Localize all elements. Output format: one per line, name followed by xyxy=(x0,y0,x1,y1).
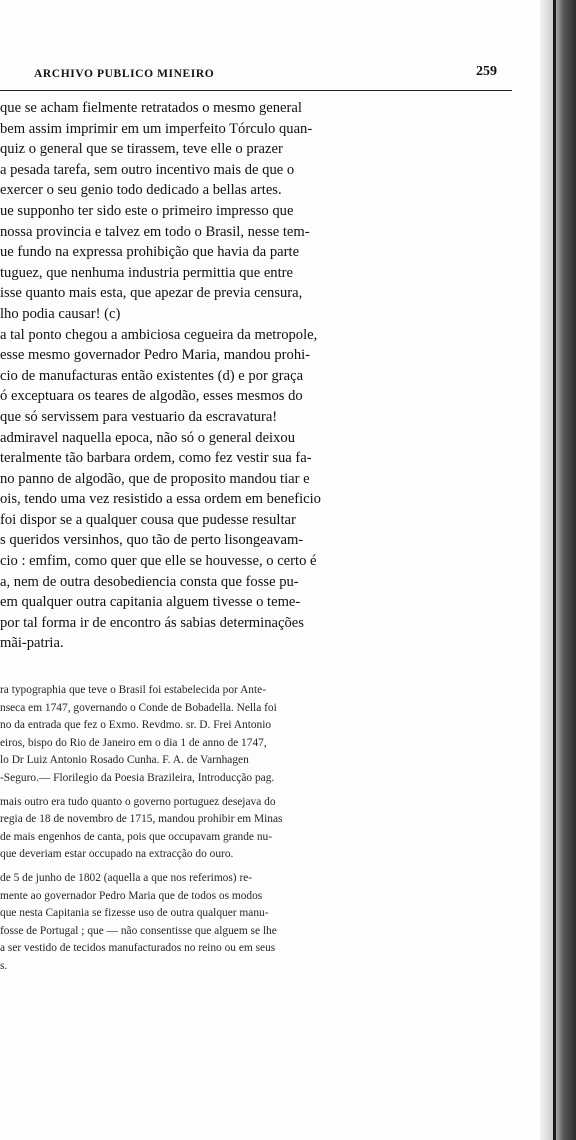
body-line: que só servissem para vestuario da escravatura! xyxy=(0,408,278,425)
body-line: a tal ponto chegou a ambiciosa cegueira da metropole, xyxy=(0,326,318,343)
body-line: teralmente tão barbara ordem, como fez vestir sua fa- xyxy=(0,450,312,467)
body-line: a pesada tarefa, sem outro incentivo mais de que o xyxy=(0,161,295,178)
body-line: nossa provincia e talvez em todo o Brasil, nesse tem- xyxy=(0,223,310,240)
body-line: bem assim imprimir em um imperfeito Tórculo quan- xyxy=(0,120,313,137)
body-line: por tal forma ir de encontro ás sabias determinações xyxy=(0,614,304,631)
body-line: que se acham fielmente retratados o mesmo general xyxy=(0,100,302,116)
binding-edge xyxy=(540,0,576,1140)
body-line: em qualquer outra capitania alguem tivesse o teme- xyxy=(0,594,301,611)
footnote-line: s. xyxy=(0,959,8,972)
footnote-line: mais outro era tudo quanto o governo portuguez desejava do xyxy=(0,795,276,808)
body-line: esse mesmo governador Pedro Maria, mandou prohi- xyxy=(0,347,311,364)
footnote xyxy=(0,794,530,864)
body-line: quiz o general que se tirassem, teve elle o prazer xyxy=(0,141,283,158)
body-line: cio de manufacturas então existentes (d) e por graça xyxy=(0,367,304,384)
body-line: ois, tendo uma vez resistido a essa ordem em beneficio xyxy=(0,491,321,508)
footnote-line: no da entrada que fez o Exmo. Revdmo. sr. D. Frei Antonio xyxy=(0,719,272,732)
footnote-line: -Seguro.— Florilegio da Poesia Brazileira, Introducção pag. xyxy=(0,771,275,784)
footnote-line: de mais engenhos de canta, pois que occupavam grande nu- xyxy=(0,830,273,843)
footnote-line: que deveriam estar occupado na extracção do ouro. xyxy=(0,848,234,861)
body-line: no panno de algodão, que de proposito mandou tiar e xyxy=(0,470,310,487)
body-line: mãi-patria. xyxy=(0,635,64,652)
body-line: cio : emfim, como quer que elle se houvesse, o certo é xyxy=(0,553,317,570)
footnote-line: eiros, bispo do Rio de Janeiro em o dia 1 de anno de 1747, xyxy=(0,736,267,749)
body-line: ó exceptuara os teares de algodão, esses mesmos do xyxy=(0,388,303,405)
page-number: 259 xyxy=(476,64,497,79)
body-line: lho podia causar! (c) xyxy=(0,305,121,322)
footnote-line: regia de 18 de novembro de 1715, mandou prohibir em Minas xyxy=(0,813,283,826)
body-line: ue supponho ter sido este o primeiro impresso que xyxy=(0,202,294,219)
body-line: s queridos versinhos, quo tão de perto lisongeavam- xyxy=(0,532,304,549)
body-line: foi dispor se a qualquer cousa que pudesse resultar xyxy=(0,511,296,528)
footnote-line: que nesta Capitania se fizesse uso de outra qualquer manu- xyxy=(0,907,269,920)
footnote-line: fosse de Portugal ; que — não consentisse que alguem se lhe xyxy=(0,924,277,937)
body-text xyxy=(0,98,530,654)
running-head: ARCHIVO PUBLICO MINEIRO xyxy=(34,68,215,80)
header-rule xyxy=(0,90,512,91)
spine-shadow xyxy=(553,0,556,1140)
footnotes xyxy=(0,682,530,982)
body-line: tuguez, que nenhuma industria permittia que entre xyxy=(0,264,293,281)
footnote xyxy=(0,682,530,788)
footnote xyxy=(0,870,530,976)
footnote-line: a ser vestido de tecidos manufacturados no reino ou em seus xyxy=(0,942,276,955)
page-header xyxy=(0,64,520,86)
body-line: exercer o seu genio todo dedicado a bellas artes. xyxy=(0,182,282,199)
body-line: ue fundo na expressa prohibição que havia da parte xyxy=(0,244,300,261)
body-line: admiravel naquella epoca, não só o general deixou xyxy=(0,429,295,446)
footnote-line: lo Dr Luiz Antonio Rosado Cunha. F. A. de Varnhagen xyxy=(0,754,249,767)
body-line: a, nem de outra desobediencia consta que fosse pu- xyxy=(0,573,299,590)
footnote-line: nseca em 1747, governando o Conde de Bobadella. Nella foi xyxy=(0,701,277,714)
footnote-line: mente ao governador Pedro Maria que de todos os modos xyxy=(0,889,263,902)
footnote-line: ra typographia que teve o Brasil foi estabelecida por Ante- xyxy=(0,684,266,696)
body-line: isse quanto mais esta, que apezar de previa censura, xyxy=(0,285,303,302)
footnote-line: de 5 de junho de 1802 (aquella a que nos referimos) re- xyxy=(0,871,253,884)
